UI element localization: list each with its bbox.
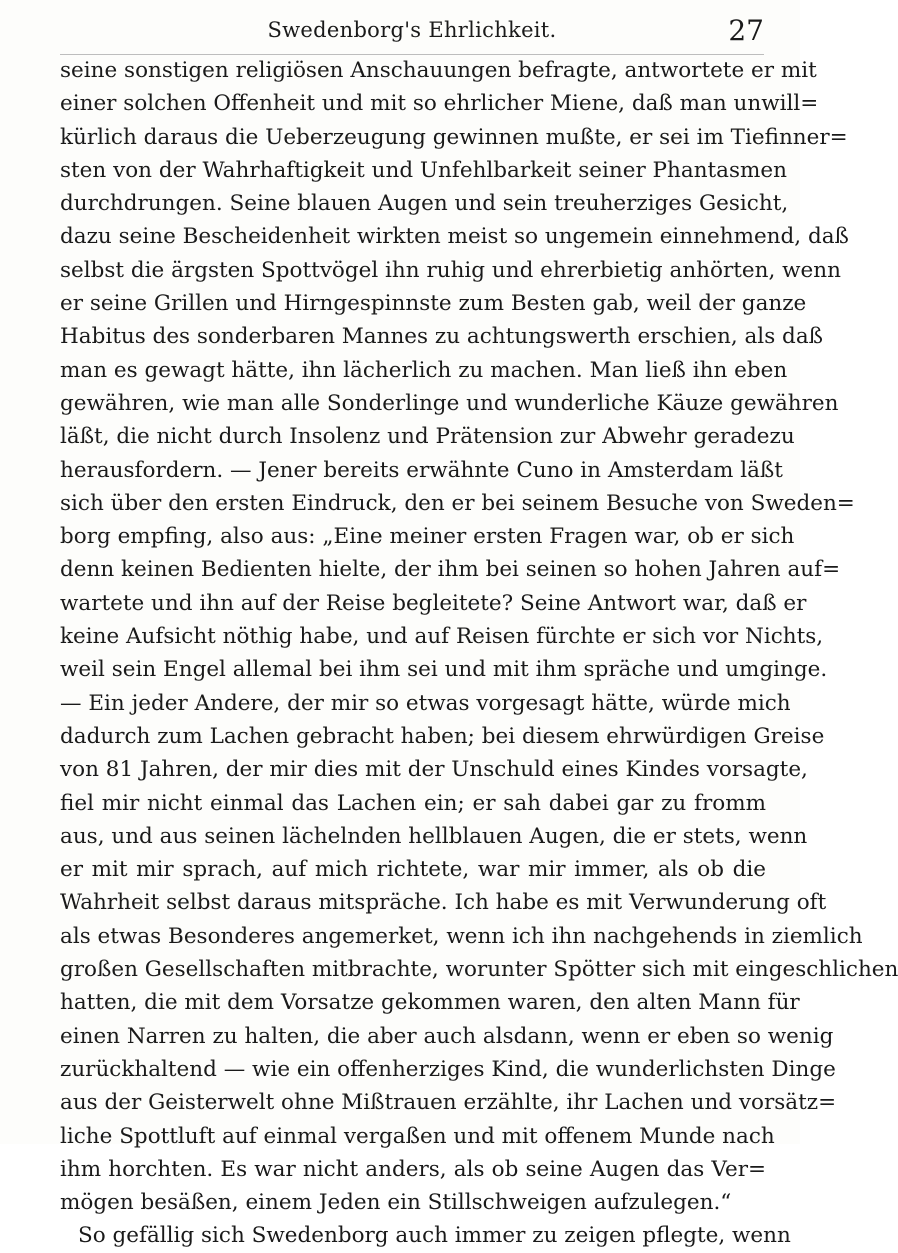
text-line: einen Narren zu halten, die aber auch alsdann, wenn er eben so wenig — [60, 1023, 834, 1049]
text-line: herausfordern. — Jener bereits erwähnte Cuno in Amsterdam läßt — [60, 457, 783, 483]
text-line: durchdrungen. Seine blauen Augen und sein treuherziges Gesicht, — [60, 191, 789, 217]
text-line: dazu seine Bescheidenheit wirkten meist so ungemein einnehmend, daß — [60, 224, 849, 250]
text-line: mögen besäßen, einem Jeden ein Stillschweigen aufzulegen.“ — [60, 1190, 732, 1216]
text-line: fiel mir nicht einmal das Lachen ein; er sah dabei gar zu fromm — [60, 790, 766, 816]
text-line: aus, und aus seinen lächelnden hellblauen Augen, die er stets, wenn — [60, 823, 808, 849]
text-line: gewähren, wie man alle Sonderlinge und wunderliche Käuze gewähren — [60, 390, 839, 416]
text-line: sich über den ersten Eindruck, den er bei seinem Besuche von Sweden= — [60, 490, 855, 516]
text-line: dadurch zum Lachen gebracht haben; bei diesem ehrwürdigen Greise — [60, 723, 825, 749]
page-number: 27 — [728, 14, 764, 47]
text-line: borg empfing, also aus: „Eine meiner ersten Fragen war, ob er sich — [60, 524, 795, 550]
text-line: liche Spottluft auf einmal vergaßen und mit offenem Munde nach — [60, 1123, 775, 1149]
text-line: ihm horchten. Es war nicht anders, als ob seine Augen das Ver= — [60, 1156, 766, 1182]
text-line: großen Gesellschaften mitbrachte, worunter Spötter sich mit eingeschlichen — [60, 957, 898, 983]
text-line: er seine Grillen und Hirngespinnste zum Besten gab, weil der ganze — [60, 291, 807, 317]
text-line: hatten, die mit dem Vorsatze gekommen waren, den alten Mann für — [60, 990, 800, 1016]
text-line: seine sonstigen religiösen Anschauungen befragte, antwortete er mit — [60, 58, 817, 83]
text-line: einer solchen Offenheit und mit so ehrlicher Miene, daß man unwill= — [60, 91, 819, 117]
text-line: denn keinen Bedienten hielte, der ihm bei seinen so hohen Jahren auf= — [60, 557, 841, 583]
text-line: weil sein Engel allemal bei ihm sei und mit ihm spräche und umginge. — [60, 657, 828, 683]
text-line: So gefällig sich Swedenborg auch immer zu zeigen pflegte, wenn — [78, 1223, 791, 1249]
text-line: aus der Geisterwelt ohne Mißtrauen erzählte, ihr Lachen und vorsätz= — [60, 1090, 837, 1116]
text-line: läßt, die nicht durch Insolenz und Prätension zur Abwehr geradezu — [60, 424, 795, 450]
running-title: Swedenborg's Ehrlichkeit. — [267, 18, 557, 42]
text-line: zurückhaltend — wie ein offenherziges Kind, die wunderlichsten Dinge — [60, 1056, 836, 1082]
text-line: kürlich daraus die Ueberzeugung gewinnen mußte, er sei im Tiefinner= — [60, 124, 848, 150]
text-line: keine Aufsicht nöthig habe, und auf Reisen fürchte er sich vor Nichts, — [60, 624, 824, 650]
text-line: Habitus des sonderbaren Mannes zu achtungswerth erschien, als daß — [60, 324, 823, 350]
text-line: er mit mir sprach, auf mich richtete, war mir immer, als ob die — [60, 857, 766, 883]
text-line: Wahrheit selbst daraus mitspräche. Ich habe es mit Verwunderung oft — [60, 890, 827, 916]
text-line: von 81 Jahren, der mir dies mit der Unschuld eines Kindes vorsagte, — [60, 757, 808, 783]
text-line: sten von der Wahrhaftigkeit und Unfehlbarkeit seiner Phantasmen — [60, 157, 787, 183]
text-line: man es gewagt hätte, ihn lächerlich zu machen. Man ließ ihn eben — [60, 357, 788, 383]
text-line: als etwas Besonderes angemerket, wenn ich ihn nachgehends in ziemlich — [60, 923, 863, 949]
text-line: — Ein jeder Andere, der mir so etwas vorgesagt hätte, würde mich — [60, 690, 791, 716]
running-header — [60, 14, 764, 55]
body-text — [60, 54, 898, 1253]
text-line: selbst die ärgsten Spottvögel ihn ruhig und ehrerbietig anhörten, wenn — [60, 257, 841, 283]
text-line: wartete und ihn auf der Reise begleitete? Seine Antwort war, daß er — [60, 590, 807, 616]
